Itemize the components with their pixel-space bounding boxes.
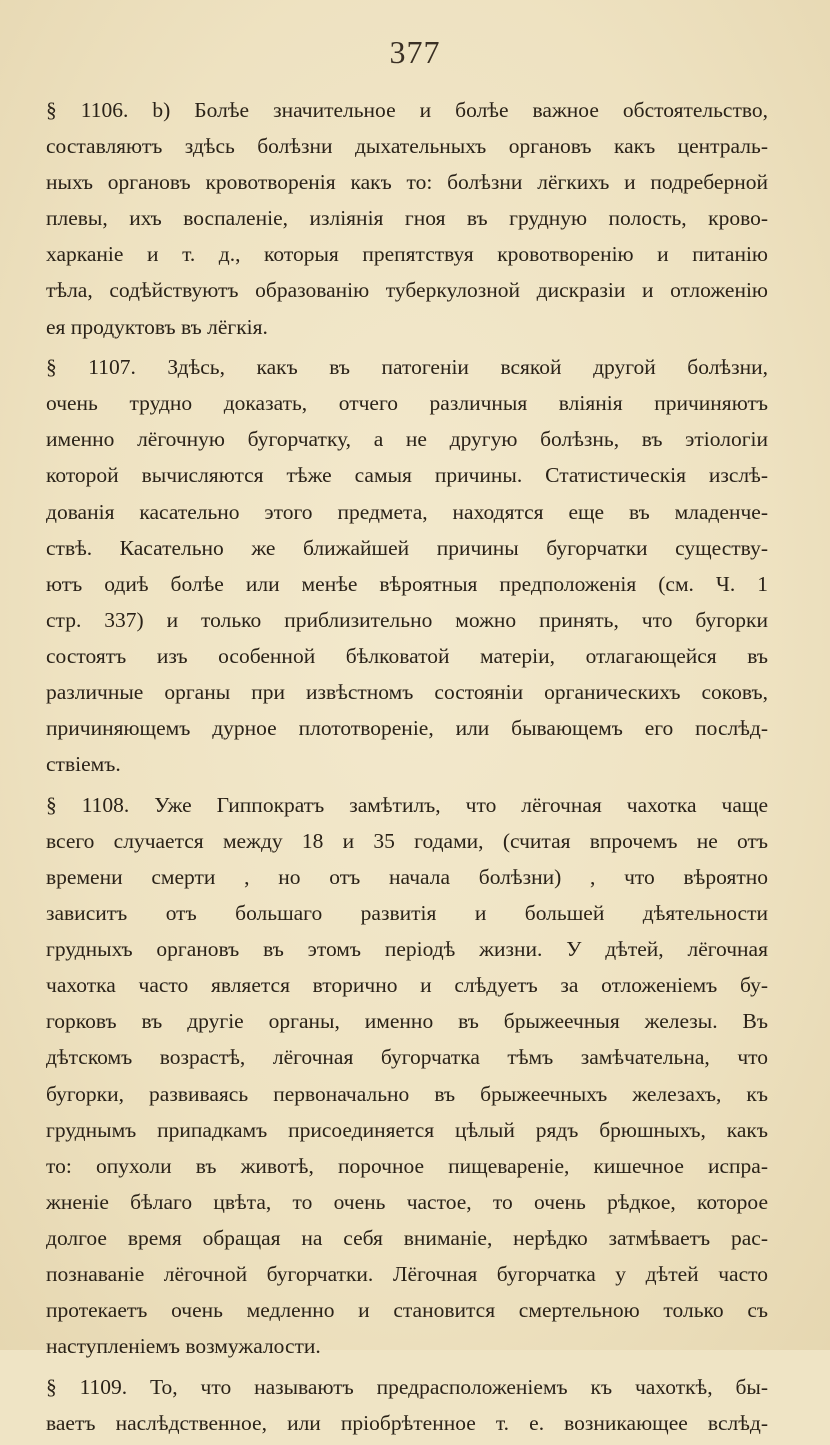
text-line: § 1109. То, что называютъ предрасположеніемъ къ чахоткѣ, бы-	[46, 1374, 768, 1399]
text-line: которой вычисляются тѣже самыя причины. Статистическія изслѣ-	[46, 463, 768, 488]
text-line: ныхъ органовъ кровотворенія какъ то: болѣзни лёгкихъ и подреберной	[46, 170, 768, 195]
text-line: то: опухоли въ животѣ, порочное пищевареніе, кишечное испра-	[46, 1153, 768, 1178]
text-line: жненіе бѣлаго цвѣта, то очень частое, то очень рѣдкое, которое	[46, 1189, 768, 1214]
text-line: протекаетъ очень медленно и становится смертельною только съ	[46, 1298, 768, 1323]
text-line: тѣла, содѣйствуютъ образованію туберкулозной дискразіи и отложенію	[46, 278, 768, 303]
text-line: ствіемъ.	[46, 752, 121, 777]
text-line: § 1108. Уже Гиппократъ замѣтилъ, что лёгочная чахотка чаще	[46, 792, 768, 817]
text-line: дованія касательно этого предмета, находятся еще въ младенче-	[46, 499, 768, 524]
text-line: наступленіемъ возмужалости.	[46, 1334, 321, 1359]
body-text	[46, 92, 768, 1445]
paragraph-1106	[46, 92, 768, 345]
text-line: дѣтскомъ возрастѣ, лёгочная бугорчатка тѣмъ замѣчательна, что	[46, 1045, 768, 1070]
text-line: бугорки, развиваясь первоначально въ брыжеечныхъ железахъ, къ	[46, 1081, 768, 1106]
text-line: ваетъ наслѣдственное, или пріобрѣтенное т. е. возникающее вслѣд-	[46, 1410, 768, 1435]
paragraph-1109	[46, 1369, 768, 1441]
text-line: ствѣ. Касательно же ближайшей причины бугорчатки существу-	[46, 535, 768, 560]
text-line: ея продуктовъ въ лёгкія.	[46, 314, 268, 339]
text-line: составляютъ здѣсь болѣзни дыхательныхъ органовъ какъ централь-	[46, 134, 768, 159]
text-line: чахотка часто является вторично и слѣдуетъ за отложеніемъ бу-	[46, 973, 768, 998]
text-line: познаваніе лёгочной бугорчатки. Лёгочная бугорчатка у дѣтей часто	[46, 1262, 768, 1286]
text-line: причиняющемъ дурное плототвореніе, или бывающемъ его послѣд-	[46, 716, 768, 741]
text-line: § 1107. Здѣсь, какъ въ патогеніи всякой другой болѣзни,	[46, 355, 768, 380]
text-line: стр. 337) и только приблизительно можно принять, что бугорки	[46, 607, 768, 632]
text-line: грудныхъ органовъ въ этомъ періодѣ жизни. У дѣтей, лёгочная	[46, 937, 768, 962]
page-number: 377	[389, 34, 441, 70]
text-line: именно лёгочную бугорчатку, а не другую болѣзнь, въ этіологіи	[46, 427, 768, 452]
text-line: горковъ въ другіе органы, именно въ брыжеечныя железы. Въ	[46, 1009, 768, 1034]
text-line: очень трудно доказать, отчего различныя вліянія причиняютъ	[46, 391, 768, 416]
text-line: различные органы при извѣстномъ состояніи органическихъ соковъ,	[46, 680, 768, 704]
text-line: ютъ одиѣ болѣе или менѣе вѣроятныя предположенія (см. Ч. 1	[46, 571, 768, 596]
text-line: зависитъ отъ большаго развитія и большей дѣятельности	[46, 901, 768, 926]
paragraph-1107	[46, 349, 768, 782]
text-line: всего случается между 18 и 35 годами, (считая впрочемъ не отъ	[46, 828, 768, 853]
text-line: долгое время обращая на себя вниманіе, нерѣдко затмѣваетъ рас-	[46, 1225, 768, 1250]
text-line: состоятъ изъ особенной бѣлковатой матеріи, отлагающейся въ	[46, 643, 768, 668]
text-line: груднымъ припадкамъ присоединяется цѣлый рядъ брюшныхъ, какъ	[46, 1117, 768, 1142]
text-line: времени смерти , но отъ начала болѣзни) , что вѣроятно	[46, 864, 768, 889]
text-line: харканіе и т. д., которыя препятствуя кровотворенію и питанію	[46, 242, 768, 267]
text-line: плевы, ихъ воспаленіе, изліянія гноя въ грудную полость, крово-	[46, 206, 768, 231]
text-line: § 1106. b) Болѣе значительное и болѣе важное обстоятельство,	[46, 98, 768, 122]
paragraph-1108	[46, 787, 768, 1365]
